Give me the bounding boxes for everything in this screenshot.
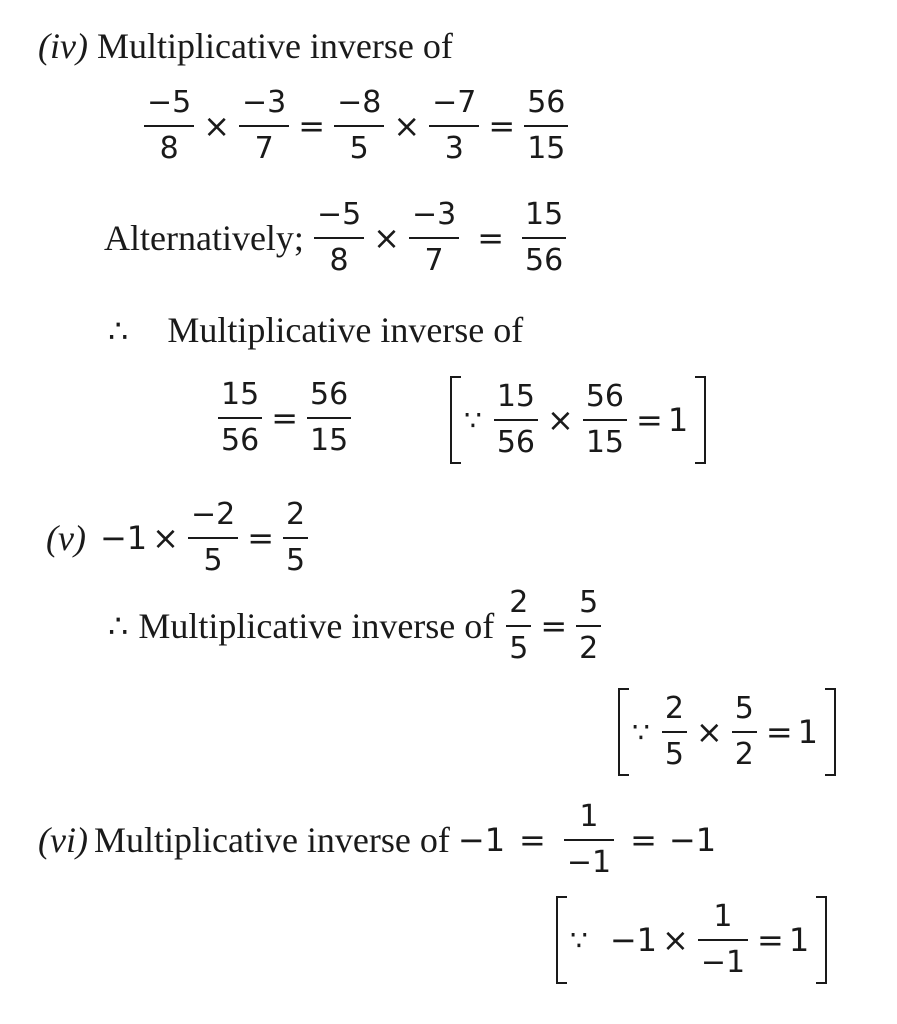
part-v-label: (v) [46, 518, 86, 558]
times-sign: × [695, 713, 723, 751]
fraction: $\frac{-3}{7}$ [409, 200, 459, 276]
fraction: $\frac{5}{2}$ [576, 588, 601, 664]
equals-sign: = [630, 821, 657, 859]
fraction: $\frac{15}{56}$ [494, 382, 538, 458]
part-iv-label: (iv) [38, 26, 88, 66]
times-sign: × [662, 921, 689, 959]
part-iv-alternative [104, 197, 570, 278]
part-iv-result [214, 377, 355, 458]
fraction: $\frac{15}{56}$ [522, 200, 566, 276]
times-sign: × [152, 519, 179, 557]
part-vi-check [556, 896, 827, 984]
fraction: $\frac{56}{15}$ [524, 88, 568, 164]
fraction: $\frac{-5}{8}$ [144, 88, 194, 164]
part-v-equation [46, 497, 312, 578]
part-iv-therefore [108, 312, 523, 348]
check-bracket [450, 376, 706, 464]
lead-value: −1 [99, 519, 148, 557]
part-vi-equation [38, 799, 717, 880]
fraction: $\frac{56}{15}$ [307, 380, 351, 456]
because-symbol: ∵ [570, 923, 588, 957]
because-symbol: ∵ [464, 403, 482, 437]
check-bracket [618, 688, 836, 776]
part-iv-equation-1 [140, 85, 572, 166]
part-iv-check [450, 376, 706, 464]
fraction: $\frac{56}{15}$ [583, 382, 627, 458]
part-iv-heading [38, 28, 453, 64]
result-value: −1 [668, 821, 717, 859]
fraction: $\frac{1}{-1}$ [698, 902, 748, 978]
fraction: $\frac{2}{5}$ [662, 694, 687, 770]
check-result: 1 [788, 921, 810, 959]
equals-sign: = [271, 399, 298, 437]
part-v-check [618, 688, 836, 776]
equals-sign: = [477, 219, 505, 257]
lead-value: −1 [609, 921, 657, 959]
times-sign: × [203, 107, 231, 145]
part-v-therefore [108, 585, 605, 666]
equals-sign: = [488, 107, 516, 145]
part-vi-text: Multiplicative inverse of [93, 820, 450, 860]
fraction: $\frac{-2}{5}$ [188, 500, 238, 576]
equals-sign: = [298, 107, 326, 145]
times-sign: × [547, 401, 574, 439]
fraction: $\frac{5}{2}$ [732, 694, 757, 770]
equals-sign: = [519, 821, 546, 859]
fraction: $\frac{-3}{7}$ [239, 88, 289, 164]
fraction: $\frac{2}{5}$ [506, 588, 531, 664]
fraction: $\frac{-7}{3}$ [429, 88, 479, 164]
part-vi-label: (vi) [38, 820, 88, 860]
alternatively-label: Alternatively; [104, 218, 304, 258]
part-iv-heading-text: Multiplicative inverse of [96, 26, 453, 66]
fraction: $\frac{1}{-1}$ [564, 802, 614, 878]
fraction: $\frac{-8}{5}$ [334, 88, 384, 164]
times-sign: × [393, 107, 421, 145]
equals-sign: = [247, 519, 274, 557]
therefore-symbol: ∴ [108, 607, 129, 645]
therefore-text: Multiplicative inverse of [167, 310, 524, 350]
equals-sign: = [540, 607, 568, 645]
equals-sign: = [765, 713, 793, 751]
fraction: $\frac{15}{56}$ [218, 380, 262, 456]
check-result: 1 [667, 401, 689, 439]
check-result: 1 [797, 713, 818, 751]
times-sign: × [373, 219, 400, 257]
therefore-text: Multiplicative inverse of [138, 606, 495, 646]
lead-value: −1 [457, 821, 506, 859]
equals-sign: = [757, 921, 784, 959]
fraction: $\frac{-5}{8}$ [314, 200, 364, 276]
therefore-symbol: ∴ [108, 312, 129, 350]
check-bracket [556, 896, 827, 984]
fraction: $\frac{2}{5}$ [283, 500, 308, 576]
equals-sign: = [636, 401, 663, 439]
because-symbol: ∵ [632, 715, 650, 749]
